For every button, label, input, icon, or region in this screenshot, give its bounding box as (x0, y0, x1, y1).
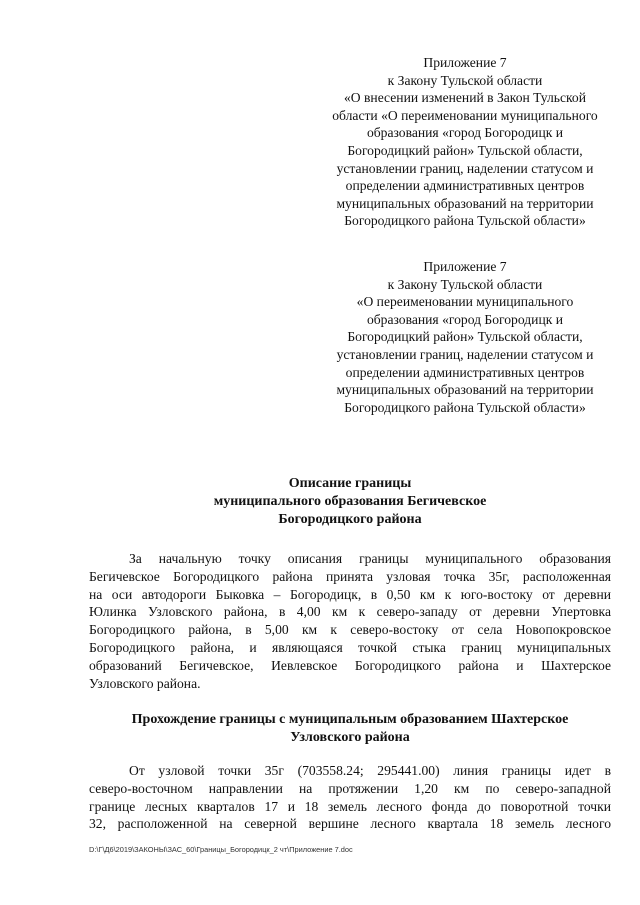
paragraph-line: границе лесных кварталов 17 и 18 земель лесного фонда до поворотной точки (89, 798, 611, 814)
paragraph-line: От узловой точки 35г (703558.24; 295441.00) линия границы идет в (129, 763, 611, 778)
document-title (60, 475, 640, 529)
file-path-footer: D:\Г\Д6\2019\ЗАКОНЫ\ЗАС_60\Границы_Богородицк_2 чт\Приложение 7.doc (89, 845, 353, 854)
paragraph-line: на оси автодороги Быковка – Богородицк, в 0,50 км к юго-востоку от деревни (89, 586, 611, 602)
paragraph-line: северо-восточном направлении на протяжении 1,20 км по северо-западной (89, 780, 611, 796)
paragraph-line: Богородицкого района, и являющаяся точкой стыка границ муниципальных (89, 639, 611, 655)
appendix-line: установлении границ, наделении статусом и (336, 160, 594, 176)
appendix-line: определении административных центров (345, 364, 585, 380)
paragraph-line: Бегичевское Богородицкого района принята узловая точка 35г, расположенная (89, 568, 611, 584)
appendix-line: муниципальных образований на территории (336, 195, 594, 211)
paragraph-line: Узловского района. (89, 675, 201, 691)
appendix-line: Богородицкий район» Тульской области, (347, 142, 583, 158)
paragraph-line: Богородицкого района, в 5,00 км к северо-востоку от села Новопокровское (89, 622, 611, 638)
appendix-line: Приложение 7 (423, 259, 507, 274)
title-line: Богородицкого района (278, 512, 422, 527)
paragraph-line: За начальную точку описания границы муниципального образования (129, 551, 611, 566)
section-heading-line: Узловского района (290, 730, 410, 745)
title-line: Описание границы (288, 476, 412, 491)
appendix-line: образования «город Богородицк и (366, 311, 564, 327)
appendix-line: Богородицкого района Тульской области» (344, 399, 586, 415)
title-line: муниципального образования Бегичевское (213, 494, 487, 509)
appendix-line: определении административных центров (345, 178, 585, 194)
appendix-line: установлении границ, наделении статусом и (336, 346, 594, 362)
appendix-line: Богородицкого района Тульской области» (344, 213, 586, 229)
appendix-header-amendment (300, 54, 630, 230)
paragraph-line: 32, расположенной на северной вершине лесного квартала 18 земель лесного (89, 816, 611, 832)
starting-point-paragraph (89, 550, 611, 692)
appendix-line: образования «город Богородицк и (366, 125, 564, 141)
paragraph-line: образований Бегичевское, Иевлевское Богородицкого района и Шахтерское (89, 657, 611, 673)
paragraph-line: Юлинка Узловского района, в 4,00 км к северо-западу от деревни Упертовка (89, 604, 611, 620)
appendix-line: области «О переименовании муниципального (332, 107, 598, 123)
appendix-line: муниципальных образований на территории (336, 382, 594, 398)
appendix-line: «О внесении изменений в Закон Тульской (343, 90, 587, 106)
boundary-route-paragraph (89, 762, 611, 833)
appendix-line: «О переименовании муниципального (356, 294, 574, 310)
appendix-line: Богородицкий район» Тульской области, (347, 329, 583, 345)
section-heading-line: Прохождение границы с муниципальным образованием Шахтерское (131, 712, 569, 727)
section-heading (60, 711, 640, 747)
appendix-line: к Закону Тульской области (387, 72, 543, 88)
appendix-line: Приложение 7 (423, 55, 507, 70)
appendix-line: к Закону Тульской области (387, 276, 543, 292)
appendix-header-original (300, 258, 630, 416)
